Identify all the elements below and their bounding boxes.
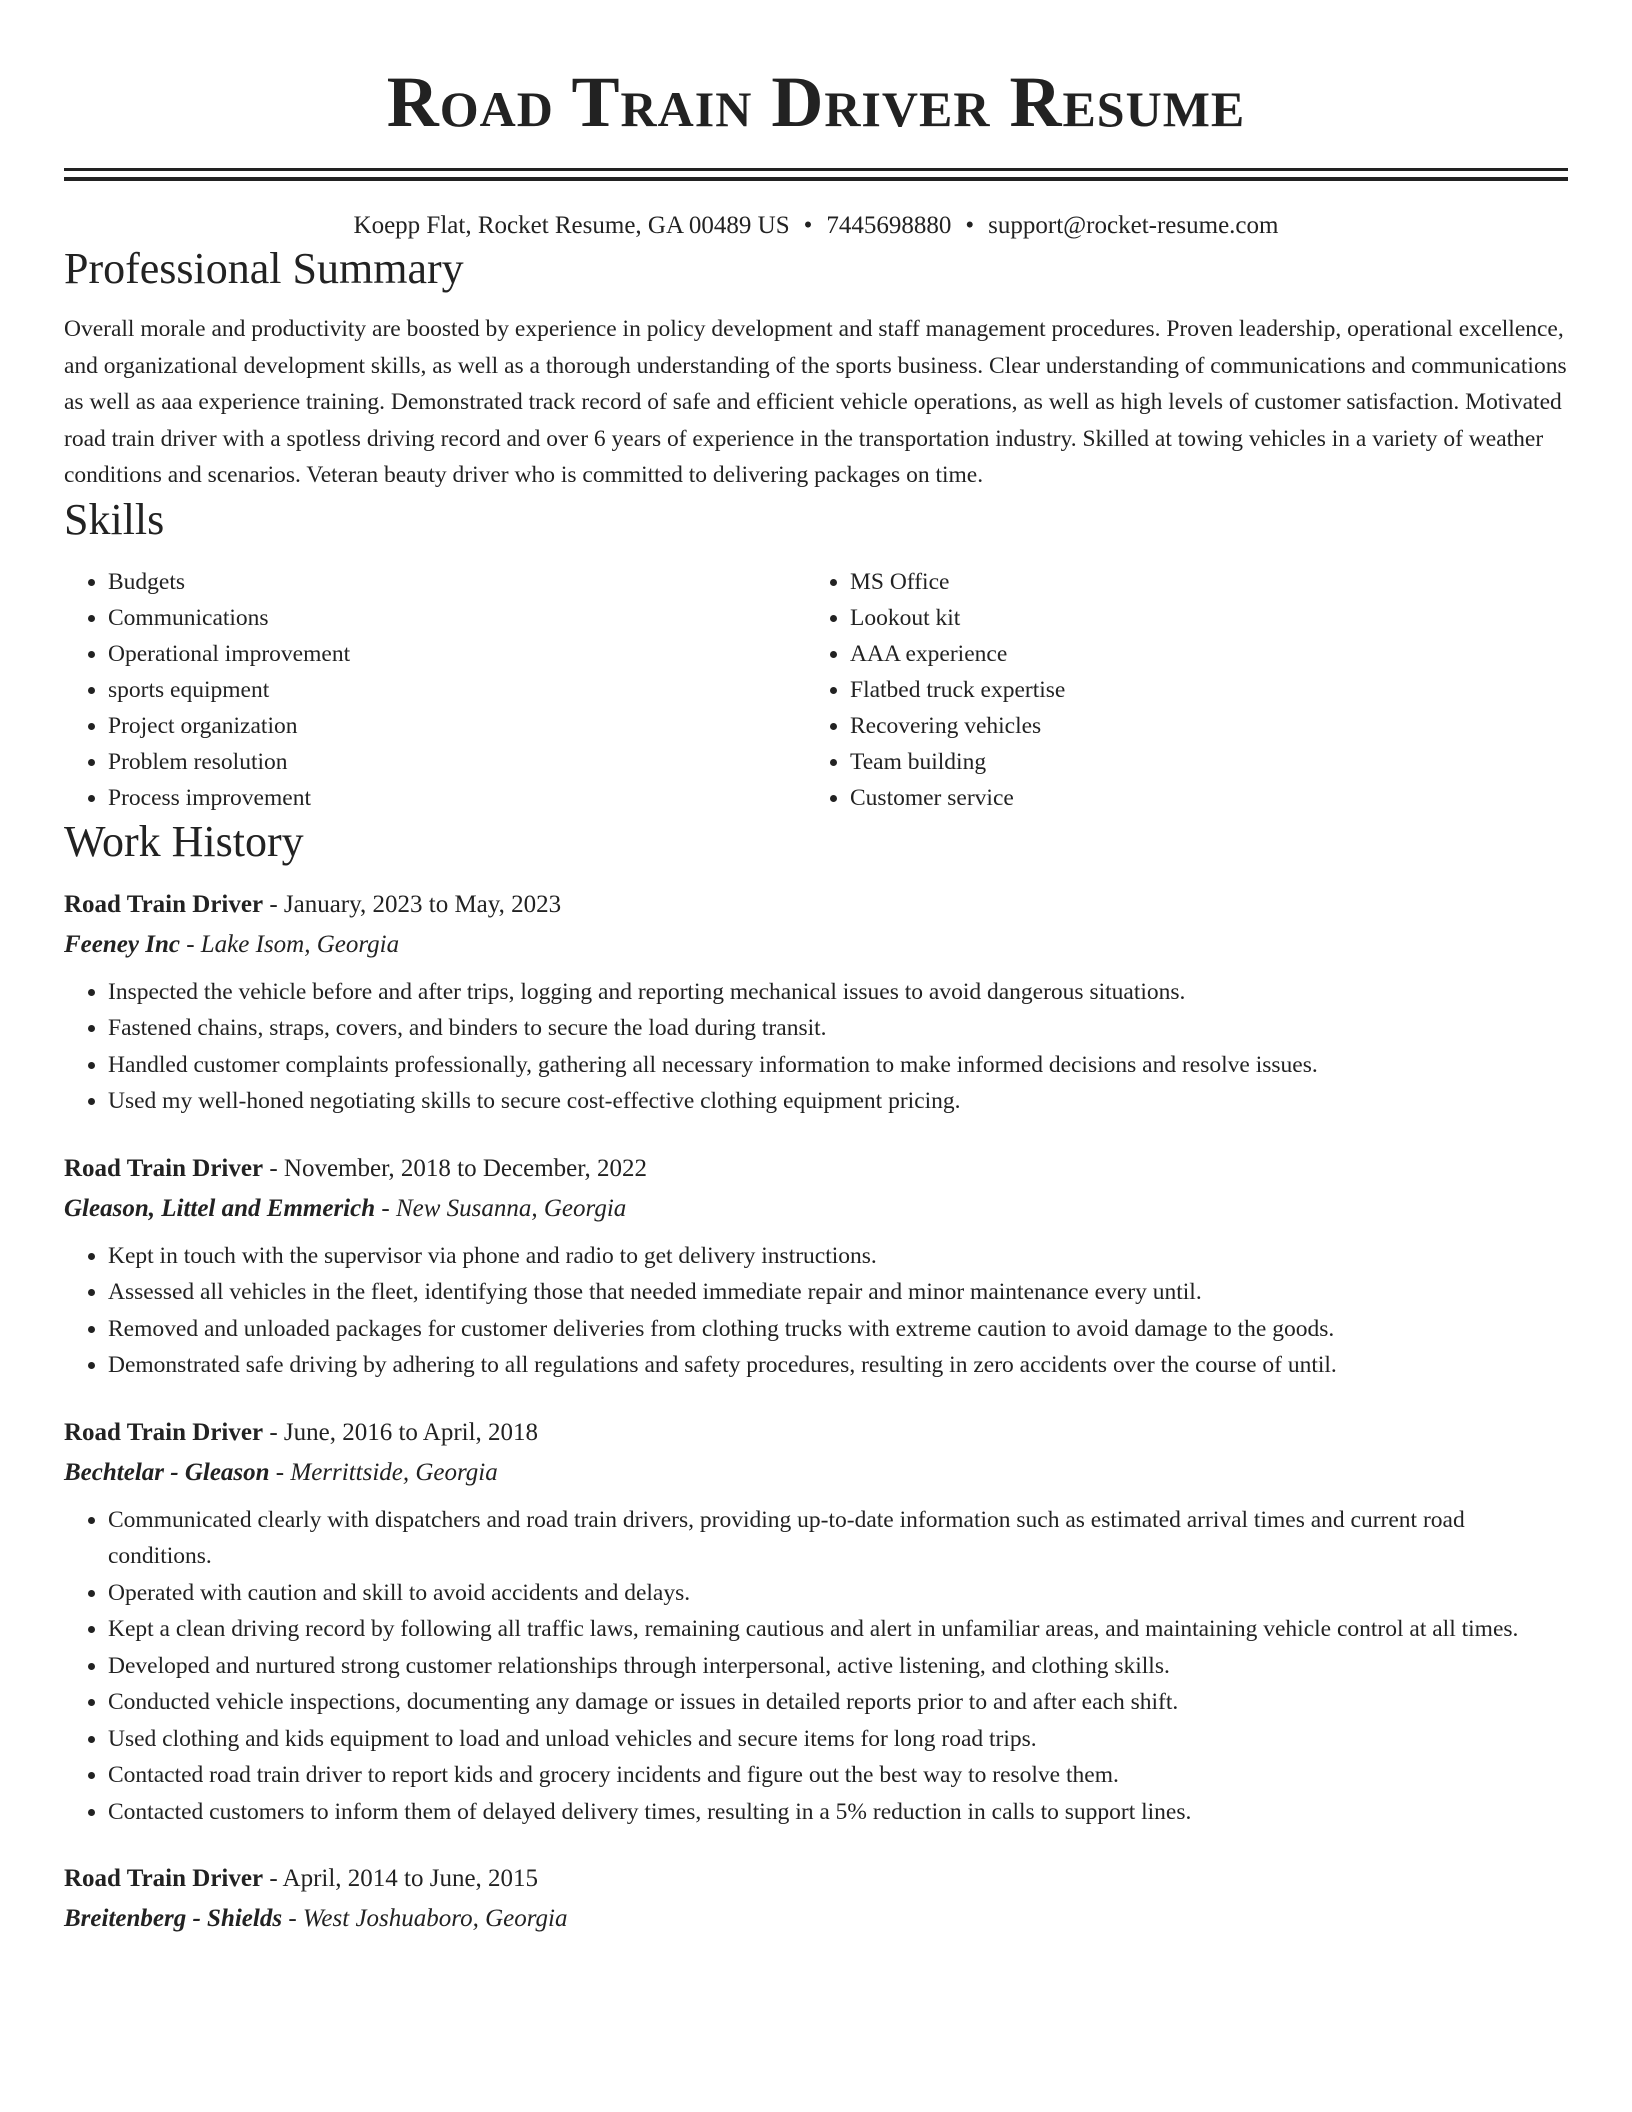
skills-heading: Skills <box>64 494 165 544</box>
job-title: Road Train Driver <box>64 1418 264 1446</box>
job-entry <box>64 1414 1568 1831</box>
skill-item: • Process improvement <box>108 780 806 816</box>
job-title: Road Train Driver <box>64 1865 264 1892</box>
job-company: Feeney Inc <box>64 930 180 958</box>
job-location: - New Susanna, Georgia <box>375 1194 627 1222</box>
job-dates: - April, 2014 to June, 2015 <box>263 1865 539 1892</box>
job-bullet: • Inspected the vehicle before and after trips, logging and reporting mechanical issues to avoid dangerous situations. <box>108 974 1568 1011</box>
job-bullets <box>64 974 1568 1120</box>
skill-item: • AAA experience <box>850 636 1548 672</box>
contact-email: support@rocket-resume.com <box>988 212 1279 239</box>
job-bullet: • Used my well-honed negotiating skills to secure cost-effective clothing equipment pricing. <box>108 1083 1568 1120</box>
job-bullet: • Demonstrated safe driving by adhering to all regulations and safety procedures, resulting in zero accidents over the course of until. <box>108 1347 1568 1384</box>
job-bullet: • Developed and nurtured strong customer relationships through interpersonal, active listening, and clothing skills. <box>108 1648 1568 1685</box>
job-bullet: • Fastened chains, straps, covers, and binders to secure the load during transit. <box>108 1010 1568 1047</box>
job-title-line <box>64 1150 1568 1188</box>
skill-item: • MS Office <box>850 564 1548 600</box>
skill-item: • Customer service <box>850 780 1548 816</box>
job-bullet: • Kept in touch with the supervisor via phone and radio to get delivery instructions. <box>108 1238 1568 1275</box>
job-entry <box>64 1150 1568 1384</box>
job-entry <box>64 1860 1568 1938</box>
job-title-line <box>64 1414 1568 1452</box>
job-title-line <box>64 886 1568 924</box>
title-divider <box>64 168 1568 181</box>
job-bullet: • Contacted road train driver to report kids and grocery incidents and figure out the best way to resolve them. <box>108 1757 1568 1794</box>
job-location: - Lake Isom, Georgia <box>179 930 400 958</box>
job-bullet: • Operated with caution and skill to avoid accidents and delays. <box>108 1575 1568 1612</box>
skill-item: • Problem resolution <box>108 744 806 780</box>
skill-item: • Operational improvement <box>108 636 806 672</box>
contact-address: Koepp Flat, Rocket Resume, GA 00489 US <box>353 212 790 239</box>
job-title: Road Train Driver <box>64 1154 264 1182</box>
job-bullet: • Kept a clean driving record by following all traffic laws, remaining cautious and alert in unfamiliar areas, and maintaining vehicle control at all times. <box>108 1611 1568 1648</box>
job-company-line <box>64 1454 1568 1492</box>
contact-separator: • <box>803 212 813 239</box>
job-bullet: • Contacted customers to inform them of delayed delivery times, resulting in a 5% reduction in calls to support lines. <box>108 1794 1568 1831</box>
summary-heading: Professional Summary <box>64 244 464 293</box>
skill-item: • Project organization <box>108 708 806 744</box>
job-bullets <box>64 1502 1568 1831</box>
contact-line <box>64 209 1568 243</box>
skill-item: • Budgets <box>108 564 806 600</box>
contact-separator: • <box>965 212 975 239</box>
job-dates: - June, 2016 to April, 2018 <box>263 1418 539 1446</box>
job-bullet: • Used clothing and kids equipment to load and unload vehicles and secure items for long road trips. <box>108 1721 1568 1758</box>
resume-title: Road Train Driver Resume <box>386 62 1246 142</box>
skills-column-right <box>806 564 1548 816</box>
skill-item: • sports equipment <box>108 672 806 708</box>
skills-list <box>64 564 1568 816</box>
job-company: Bechtelar - Gleason <box>64 1458 270 1486</box>
skill-item: • Recovering vehicles <box>850 708 1548 744</box>
job-bullet: • Conducted vehicle inspections, documenting any damage or issues in detailed reports prior to and after each shift. <box>108 1684 1568 1721</box>
job-bullets <box>64 1238 1568 1384</box>
job-company: Gleason, Littel and Emmerich <box>64 1194 376 1222</box>
job-title: Road Train Driver <box>64 890 264 918</box>
job-company-line <box>64 1900 1568 1938</box>
job-company: Breitenberg - Shields <box>64 1905 283 1932</box>
job-bullet: • Assessed all vehicles in the fleet, identifying those that needed immediate repair and minor maintenance every until. <box>108 1274 1568 1311</box>
job-dates: - January, 2023 to May, 2023 <box>263 890 562 918</box>
job-title-line <box>64 1860 1568 1898</box>
job-entry <box>64 886 1568 1120</box>
job-bullet: • Communicated clearly with dispatchers and road train drivers, providing up-to-date information such as estimated arrival times and current road conditions. <box>108 1502 1568 1575</box>
job-bullet: • Handled customer complaints professionally, gathering all necessary information to make informed decisions and resolve issues. <box>108 1047 1568 1084</box>
skills-column-left <box>64 564 806 816</box>
skill-item: • Communications <box>108 600 806 636</box>
work-history-heading: Work History <box>64 816 304 866</box>
skill-item: • Lookout kit <box>850 600 1548 636</box>
resume-page <box>64 0 1568 1938</box>
job-company-line <box>64 926 1568 964</box>
skill-item: • Flatbed truck expertise <box>850 672 1548 708</box>
job-company-line <box>64 1190 1568 1228</box>
skill-item: • Team building <box>850 744 1548 780</box>
contact-phone: 7445698880 <box>826 212 952 239</box>
summary-text: Overall morale and productivity are boosted by experience in policy development and staff management procedures. Proven leadership, operational excellence, and organizational development skills, as well as a thorough understanding of the sports business. Clear understanding of communications and communications as well as aaa experience training. Demonstrated track record of safe and efficient vehicle operations, as well as high levels of customer satisfaction. Motivated road train driver with a spotless driving record and over 6 years of experience in the transportation industry. Skilled at towing vehicles in a variety of weather conditions and scenarios. Veteran beauty driver who is committed to delivering packages on time. <box>64 316 1567 488</box>
job-dates: - November, 2018 to December, 2022 <box>263 1154 648 1182</box>
job-location: - West Joshuaboro, Georgia <box>282 1905 568 1932</box>
job-bullet: • Removed and unloaded packages for customer deliveries from clothing trucks with extreme caution to avoid damage to the goods. <box>108 1311 1568 1348</box>
job-location: - Merrittside, Georgia <box>269 1458 498 1486</box>
